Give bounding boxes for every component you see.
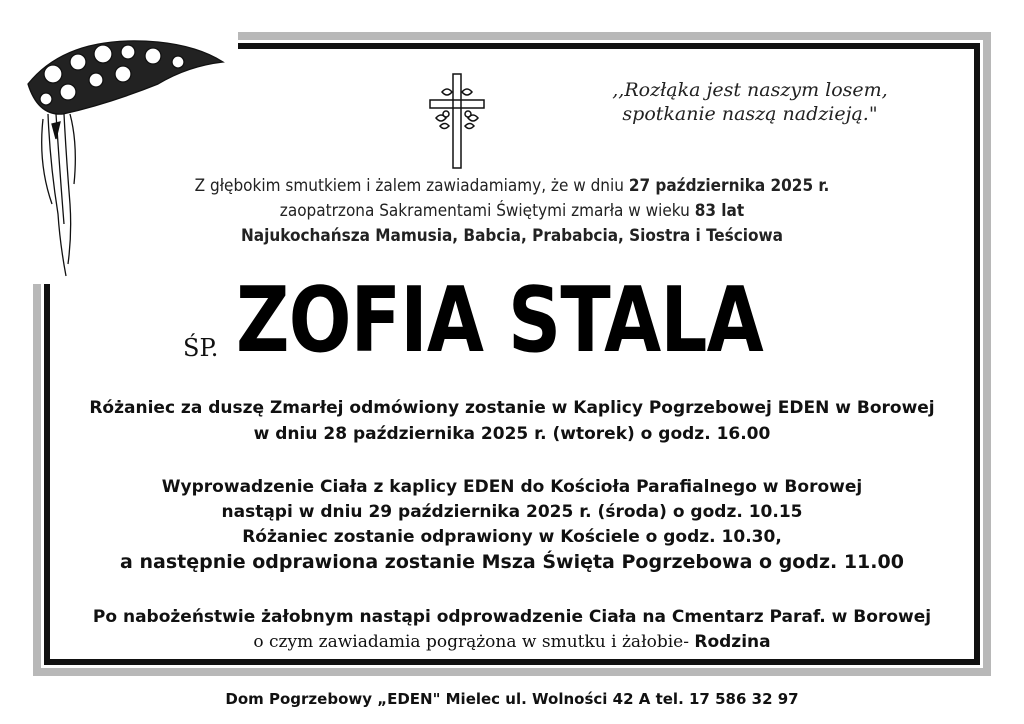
procession-line-1: Wyprowadzenie Ciała z kaplicy EDEN do Kościoła Parafialnego w Borowej	[161, 477, 863, 497]
quote	[580, 78, 920, 126]
funeral-home-footer: Dom Pogrzebowy „EDEN" Mielec ul. Wolności 42 A tel. 17 586 32 97	[225, 690, 799, 708]
intro-line-2	[0, 201, 1024, 221]
procession-line-2: nastąpi w dniu 29 października 2025 r. (środa) o godz. 10.15	[221, 502, 803, 522]
rosary-line-2: w dniu 28 października 2025 r. (wtorek) o godz. 16.00	[253, 424, 771, 444]
family-relations: Najukochańsza Mamusia, Babcia, Prababcia, Siostra i Teściowa	[241, 226, 783, 246]
procession-line-4: a następnie odprawiona zostanie Msza Święta Pogrzebowa o godz. 11.00	[120, 551, 904, 573]
intro-line-1	[0, 176, 1024, 196]
cross-icon	[422, 70, 492, 170]
procession-line-3: Różaniec zostanie odprawiony w Kościele o godz. 10.30,	[242, 527, 782, 547]
family-signature: Rodzina	[694, 632, 771, 652]
intro-line-2-text: zaopatrzona Sakramentami Świętymi zmarła w wieku	[279, 201, 695, 221]
quote-line-1: ,,Rozłąka jest naszym losem,	[612, 79, 888, 101]
age: 83 lat	[694, 201, 745, 221]
deceased-name: ZOFIA STALA	[236, 268, 763, 373]
closing-line-2-text: o czym zawiadamia pogrążona w smutku i żałobie-	[253, 632, 695, 652]
quote-line-2: spotkanie naszą nadzieją."	[622, 103, 878, 125]
closing-line-2	[0, 632, 1024, 652]
rosary-line-1: Różaniec za duszę Zmarłej odmówiony zostanie w Kaplicy Pogrzebowej EDEN w Borowej	[89, 398, 935, 418]
closing-line-1: Po nabożeństwie żałobnym nastąpi odprowadzenie Ciała na Cmentarz Paraf. w Borowej	[92, 607, 932, 627]
intro-line-1-text: Z głębokim smutkiem i żalem zawiadamiamy, że w dniu	[194, 176, 629, 196]
death-date: 27 października 2025 r.	[628, 176, 830, 196]
name-prefix: ŚP.	[183, 334, 219, 362]
